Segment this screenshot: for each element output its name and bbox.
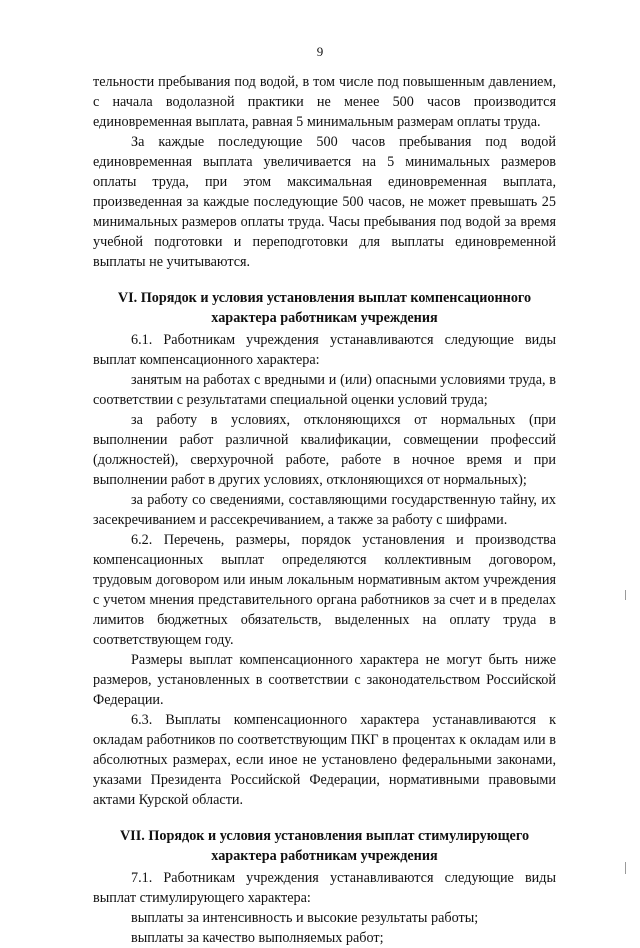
section-7 (93, 826, 556, 948)
section-6-title-line-1: VI. Порядок и условия установления выплат компенсационного (117, 290, 532, 306)
paragraph-additional-payments: За каждые последующие 500 часов пребывания под водой единовременная выплата увеличивается на 5 минимальных размеров оплаты труда, при этом максимальная единовременная выплата, произведенная за каждые последующие 500 часов, не может превышать 25 минимальных размеров оплаты труда. Часы пребывания под водой за время учебной подготовки и переподготовки для выплаты единовременной выплаты не учитываются. (93, 134, 556, 270)
clause-6-2: 6.2. Перечень, размеры, порядок установления и производства компенсационных выплат определяются коллективным договором, трудовым договором или иным локальным нормативным актом учреждения с учетом мнения представительного органа работников за счет и в пределах лимитов бюджетных обязательств, выделенных на оплату труда в соответствующем году. (93, 532, 556, 648)
scan-edge-mark (625, 590, 626, 600)
document-body (93, 72, 556, 948)
section-7-title-line-1: VII. Порядок и условия установления выплат стимулирующего (119, 828, 530, 844)
list-item-hazardous-conditions: занятым на работах с вредными и (или) опасными условиями труда, в соответствии с результатами специальной оценки условий труда; (93, 372, 556, 408)
scan-edge-mark (625, 862, 626, 874)
clause-6-1: 6.1. Работникам учреждения устанавливаются следующие виды выплат компенсационного характера: (93, 332, 556, 368)
list-item-intensity: выплаты за интенсивность и высокие результаты работы; (131, 910, 479, 926)
list-item-abnormal-conditions: за работу в условиях, отклоняющихся от нормальных (при выполнении работ различной квалификации, совмещении профессий (должностей), сверхурочной работе, работе в ночное время и при выполнении работ в других условиях, отклоняющихся от нормальных); (93, 412, 556, 488)
section-6 (93, 288, 556, 810)
section-6-title-line-2: характера работникам учреждения (211, 310, 438, 326)
list-item-quality: выплаты за качество выполняемых работ; (131, 930, 384, 946)
section-7-title-line-2: характера работникам учреждения (211, 848, 438, 864)
clause-7-1: 7.1. Работникам учреждения устанавливаются следующие виды выплат стимулирующего характера: (93, 870, 556, 906)
list-item-state-secret: за работу со сведениями, составляющими государственную тайну, их засекречиванием и рассекречиванием, а также за работу с шифрами. (93, 492, 556, 528)
clause-6-3: 6.3. Выплаты компенсационного характера устанавливаются к окладам работников по соответствующим ПКГ в процентах к окладам или в абсолютных размерах, если иное не установлено федеральными законами, указами Президента Российской Федерации, нормативными правовыми актами Курской области. (93, 712, 556, 808)
page-number: 9 (316, 44, 324, 59)
clause-6-2-sizes: Размеры выплат компенсационного характера не могут быть ниже размеров, установленных в соответствии с законодательством Российской Федерации. (93, 652, 556, 708)
paragraph-continuation: тельности пребывания под водой, в том числе под повышенным давлением, с начала водолазной практики не менее 500 часов производится единовременная выплата, равная 5 минимальным размерам оплаты труда. (93, 74, 556, 130)
